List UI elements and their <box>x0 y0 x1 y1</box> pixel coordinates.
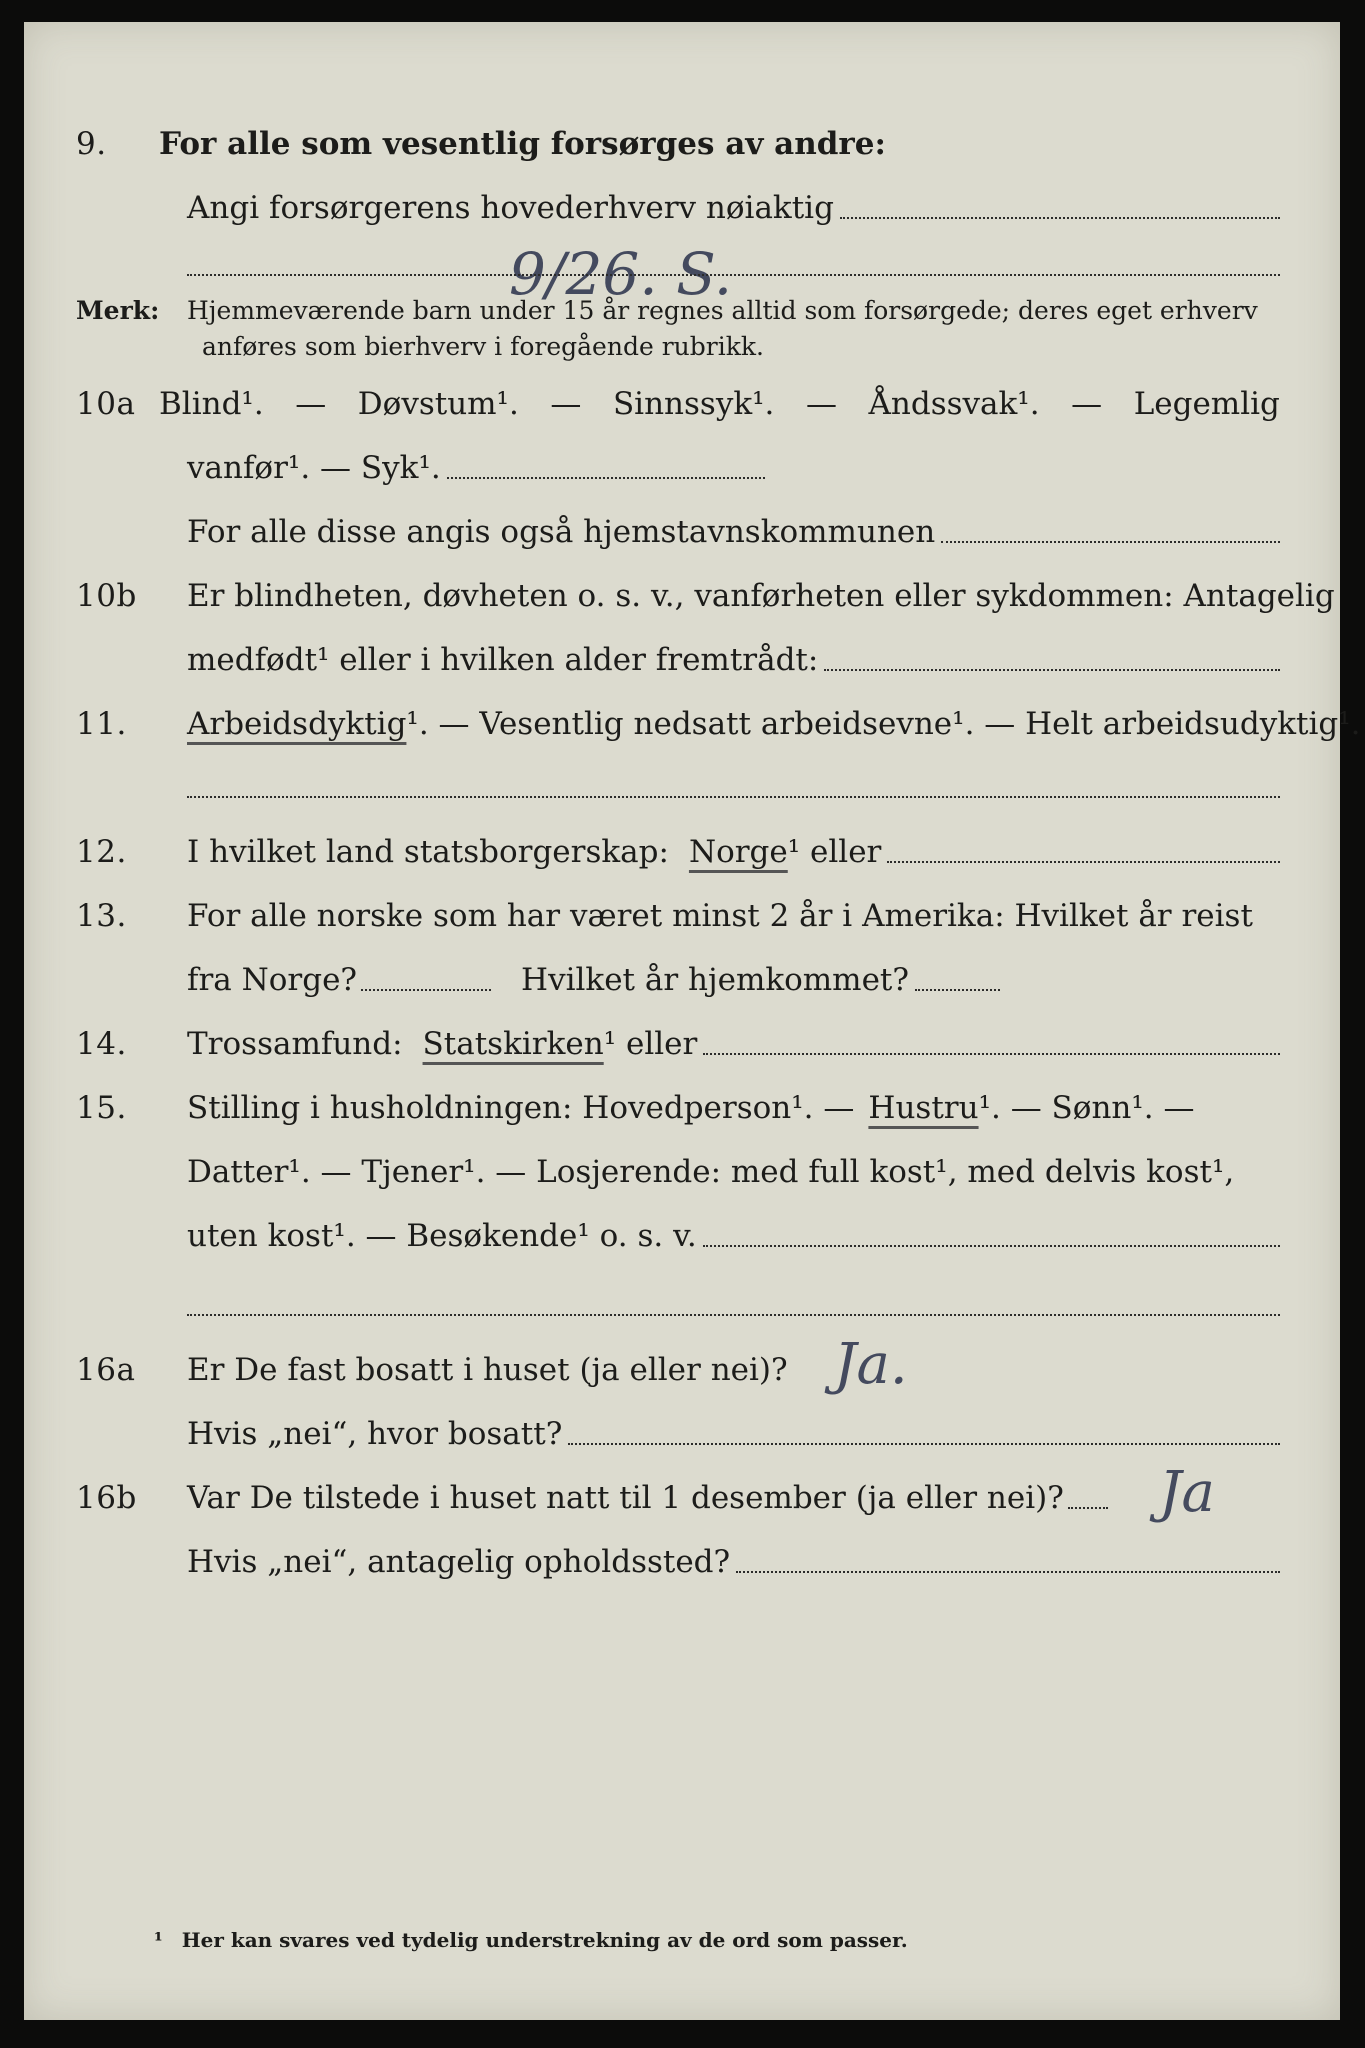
q16b-row-1 <box>24 1480 1340 1524</box>
q15-line-2: Datter¹. — Tjener¹. — Losjerende: med full kost¹, med delvis kost¹, <box>187 1154 1235 1190</box>
q14-prefix: Trossamfund: <box>187 1026 403 1062</box>
q10a-row-2 <box>24 450 1340 494</box>
q10b-answer-line <box>824 668 1280 671</box>
q15-number: 15. <box>76 1090 127 1126</box>
q16b-row-2 <box>24 1544 1340 1588</box>
q10a-option: Legemlig <box>1133 386 1280 422</box>
q11-answer-line <box>187 796 1280 798</box>
footnote-text: Her kan svares ved tydelig understrekning av de ord som passer. <box>181 1928 908 1952</box>
q12-row <box>24 834 1340 878</box>
q15-answer-line <box>703 1244 1280 1247</box>
q11-selected-option: Arbeidsdyktig <box>187 706 407 742</box>
q16b-line-1: Var De tilstede i huset natt til 1 desember (ja eller nei)? <box>187 1480 1064 1516</box>
q9-answer-line <box>840 216 1280 219</box>
q15-line-1b: ¹. — Sønn¹. — <box>978 1090 1195 1126</box>
q9-answer-line-2 <box>187 274 1280 276</box>
q14-selected-option: Statskirken <box>422 1026 604 1062</box>
q10b-line-2: medfødt¹ eller i hvilken alder fremtrådt: <box>187 642 819 678</box>
q10a-dash: — <box>1071 386 1103 422</box>
q10a-dash: — <box>295 386 327 422</box>
q10b-row-2 <box>24 642 1340 686</box>
q11-rest: ¹. — Vesentlig nedsatt arbeidsevne¹. — Helt arbeidsudyktig¹. <box>406 706 1361 742</box>
q13-row-1 <box>24 898 1340 942</box>
q15-row-1 <box>24 1090 1340 1134</box>
q14-suffix: ¹ eller <box>603 1026 698 1062</box>
q15-answer-line-2 <box>187 1314 1280 1316</box>
q16a-handwritten-answer: Ja. <box>834 1332 908 1397</box>
footnote-mark: ¹ <box>154 1928 163 1952</box>
q10a-option: Åndssvak¹. <box>868 386 1040 422</box>
q16b-opholdssted-line <box>736 1570 1280 1573</box>
q10b-line-1: Er blindheten, døvheten o. s. v., vanførheten eller sykdommen: Antagelig <box>187 578 1335 614</box>
merk-line-2: anføres som bierhverv i foregående rubrikk. <box>202 332 764 361</box>
census-form-page <box>24 22 1361 2020</box>
q16a-line-1: Er De fast bosatt i huset (ja eller nei)? <box>187 1352 788 1388</box>
q16a-row-2 <box>24 1416 1340 1460</box>
merk-label: Merk: <box>76 296 160 325</box>
q12-answer-line <box>887 860 1280 863</box>
q13-hjemkommet-prompt: Hvilket år hjemkommet? <box>521 962 910 998</box>
q14-answer-line <box>703 1052 1280 1055</box>
q10a-options <box>159 386 1280 422</box>
q15-line-3: uten kost¹. — Besøkende¹ o. s. v. <box>187 1218 697 1254</box>
q10a-row-1 <box>24 386 1340 430</box>
q16b-line-2: Hvis „nei“, antagelig opholdssted? <box>187 1544 731 1580</box>
q10b-row-1 <box>24 578 1340 622</box>
q12-suffix: ¹ eller <box>787 834 882 870</box>
footnote <box>154 1928 908 1952</box>
q15-selected-option: Hustru <box>868 1090 979 1126</box>
q14-number: 14. <box>76 1026 127 1062</box>
q10a-option: Sinnssyk¹. <box>612 386 775 422</box>
q10a-line-3: For alle disse angis også hjemstavnskommunen <box>187 514 936 550</box>
q10b-number: 10b <box>76 578 137 614</box>
q12-prefix: I hvilket land statsborgerskap: <box>187 834 669 870</box>
q9-handwritten-answer: 9/26. S. <box>509 240 733 308</box>
q14-row <box>24 1026 1340 1070</box>
q9-number: 9. <box>76 126 107 162</box>
q10a-line-2: vanfør¹. — Syk¹. <box>187 450 441 486</box>
q16a-answer-line <box>568 1442 1280 1445</box>
q9-prompt-row <box>24 190 1340 234</box>
q13-hjemkommet-line <box>915 988 1000 991</box>
q12-number: 12. <box>76 834 127 870</box>
q11-row <box>24 706 1361 750</box>
q10a-option: Døvstum¹. <box>357 386 519 422</box>
q16b-number: 16b <box>76 1480 137 1516</box>
q9-heading-row <box>24 126 1340 170</box>
q16a-number: 16a <box>76 1352 136 1388</box>
q10a-number: 10a <box>76 386 136 422</box>
q13-line-1: For alle norske som har været minst 2 år i Amerika: Hvilket år reist <box>187 898 1253 934</box>
merk-line-1: Hjemmeværende barn under 15 år regnes alltid som forsørgede; deres eget erhverv <box>187 296 1258 325</box>
q16a-line-2: Hvis „nei“, hvor bosatt? <box>187 1416 563 1452</box>
q10a-row-3 <box>24 514 1340 558</box>
q16a-row-1 <box>24 1352 1340 1396</box>
q10a-syk-line <box>447 476 765 479</box>
q10a-dash: — <box>550 386 582 422</box>
q10a-hjemstavn-line <box>941 540 1280 543</box>
q10a-dash: — <box>805 386 837 422</box>
q15-row-2 <box>24 1154 1340 1198</box>
q9-title: For alle som vesentlig forsørges av andre: <box>159 126 886 162</box>
q16b-handwritten-answer: Ja <box>1159 1460 1215 1525</box>
q16b-answer-line <box>1068 1506 1108 1509</box>
q10a-option: Blind¹. <box>159 386 264 422</box>
q11-number: 11. <box>76 706 127 742</box>
q13-number: 13. <box>76 898 127 934</box>
q15-row-3 <box>24 1218 1340 1262</box>
q15-line-1a: Stilling i husholdningen: Hovedperson¹. — <box>187 1090 855 1126</box>
q13-reist-prompt: fra Norge? <box>187 962 358 998</box>
q13-row-2 <box>24 962 1340 1006</box>
q9-prompt: Angi forsørgerens hovederhverv nøiaktig <box>187 190 834 226</box>
q13-reist-line <box>361 988 491 991</box>
q12-selected-option: Norge <box>688 834 788 870</box>
